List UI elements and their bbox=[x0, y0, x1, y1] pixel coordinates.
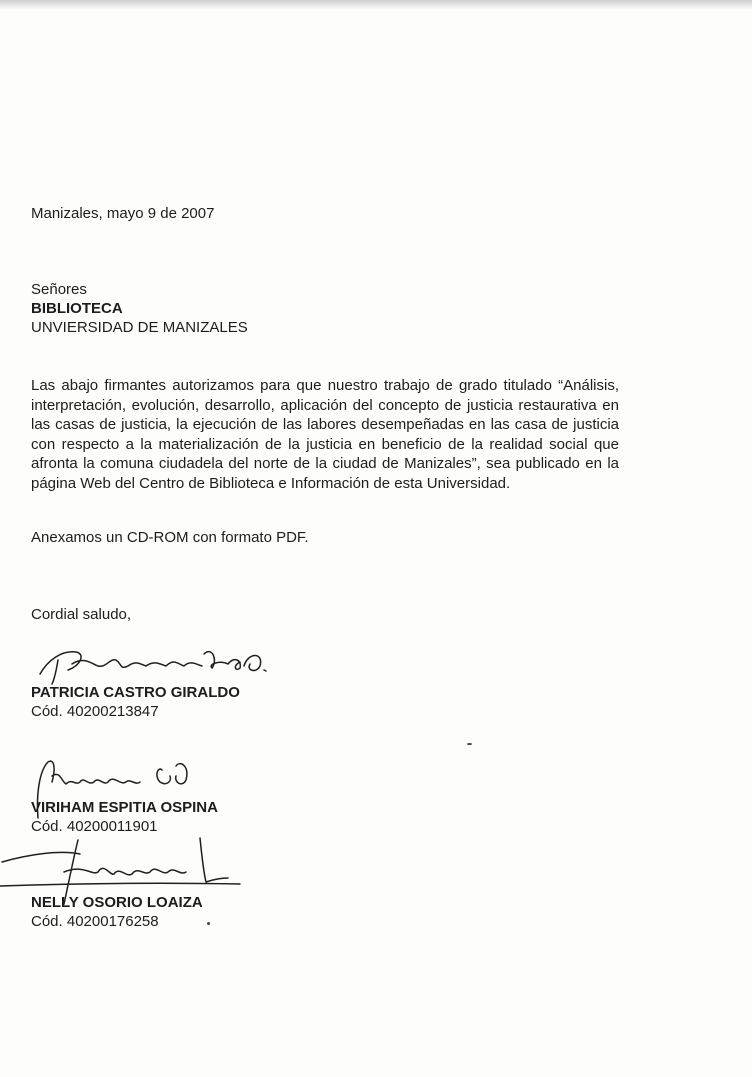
body-paragraph: Las abajo firmantes autorizamos para que nuestro trabajo de grado titulado “Análisis, interpretación, evolución, desarrollo, aplicación del concepto de justicia restaurativa en las casas de justicia, la ejecución de las labores desempeñadas en las casa de justicia con respecto a la materialización de la justicia en beneficio de la realidad social que afronta la comuna ciudadela del norte de la ciudad de Manizales”, sea publicado en la página Web del Centro de Biblioteca e Información de esta Universidad. bbox=[31, 377, 619, 492]
signature-patricia bbox=[28, 630, 278, 686]
scan-speck bbox=[467, 743, 472, 745]
closing: Cordial saludo, bbox=[31, 606, 132, 623]
place-date: Manizales, mayo 9 de 2007 bbox=[31, 205, 215, 222]
letter-body bbox=[31, 376, 619, 494]
signatory-2-name: VIRIHAM ESPITIA OSPINA bbox=[31, 799, 218, 816]
signatory-1-code: Cód. 40200213847 bbox=[31, 703, 159, 720]
scan-speck bbox=[207, 922, 210, 925]
enclosure-note: Anexamos un CD-ROM con formato PDF. bbox=[31, 529, 309, 546]
signatory-3-name: NELLY OSORIO LOAIZA bbox=[31, 894, 203, 911]
signatory-2-code: Cód. 40200011901 bbox=[31, 818, 158, 835]
scan-edge-shadow bbox=[0, 0, 752, 10]
recipient-name: BIBLIOTECA bbox=[31, 300, 123, 317]
signatory-1-name: PATRICIA CASTRO GIRALDO bbox=[31, 684, 240, 701]
recipient-institution: UNVIERSIDAD DE MANIZALES bbox=[31, 319, 248, 336]
signatory-3-code: Cód. 40200176258 bbox=[31, 913, 159, 930]
recipient-salutation: Señores bbox=[31, 281, 87, 298]
